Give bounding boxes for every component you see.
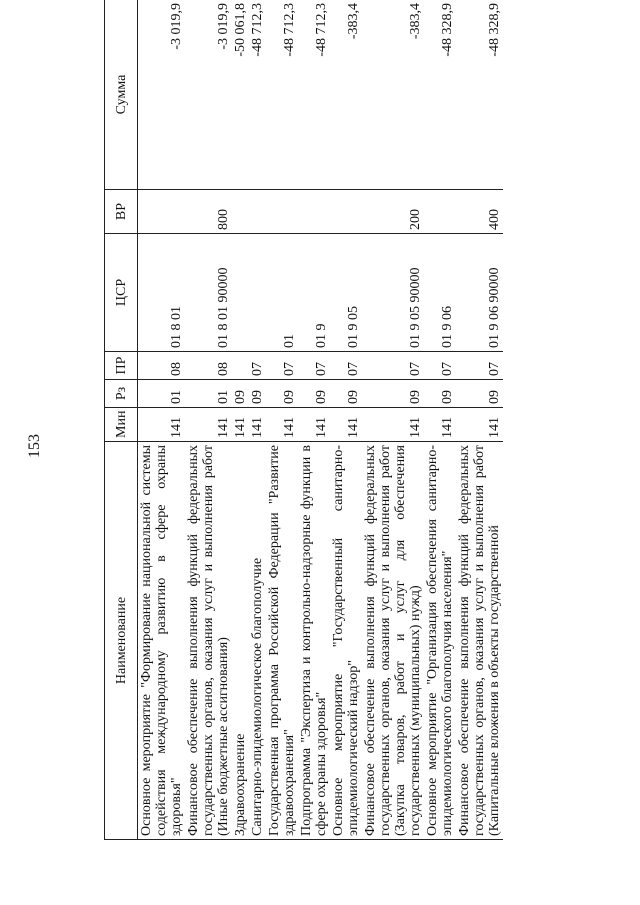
row-csr: 01 9 06 90000 [456,234,503,352]
row-csr: 01 9 05 [330,234,362,352]
row-pr: 07 [362,352,424,380]
row-name: Здравоохранение [232,442,249,840]
header-sum: Сумма [105,0,138,190]
row-sum: -48 712,3 [249,0,266,190]
row-min: 141 [266,408,298,442]
row-pr: 07 [424,352,456,380]
row-pr: 07 [298,352,330,380]
row-name: Государственная программа Российской Федерации "Развитие здравоохранения" [266,442,298,840]
row-name: Финансовое обеспечение выполнения функций федеральных государственных органов, оказания услуг и выполнения работ (Капитальные вложения в объекты государственной [456,442,503,840]
row-name: Основное мероприятие "Организация обеспечения санитарно-эпидемиологического благополучия населения" [424,442,456,840]
table-row [266,0,298,840]
row-vr [138,190,186,234]
table-body [138,0,504,840]
row-min: 141 [424,408,456,442]
row-csr: 01 8 01 90000 [185,234,232,352]
row-csr [249,234,266,352]
row-sum: -48 712,3 [266,0,298,190]
row-csr: 01 [266,234,298,352]
row-rz: 09 [362,380,424,408]
row-name: Основное мероприятие "Государственный санитарно-эпидемиологический надзор" [330,442,362,840]
row-rz: 09 [424,380,456,408]
row-csr: 01 9 05 90000 [362,234,424,352]
row-sum: -383,4 [330,0,362,190]
rotated-table-container [104,0,624,840]
row-vr [266,190,298,234]
row-sum: -383,4 [362,0,424,190]
row-rz: 01 [138,380,186,408]
row-csr: 01 9 [298,234,330,352]
table-row [456,0,503,840]
header-csr: ЦСР [105,234,138,352]
row-sum: -48 712,3 [298,0,330,190]
table-row [298,0,330,840]
header-name: Наименование [105,442,138,840]
row-csr: 01 8 01 [138,234,186,352]
row-vr [232,190,249,234]
row-vr [330,190,362,234]
row-sum: -48 328,9 [424,0,456,190]
row-sum: -48 328,9 [456,0,503,190]
row-csr: 01 9 06 [424,234,456,352]
row-vr [298,190,330,234]
row-rz: 09 [298,380,330,408]
table-header [105,0,138,840]
budget-table [104,0,503,840]
table-row [138,0,186,840]
row-vr [249,190,266,234]
row-name: Финансовое обеспечение выполнения функций федеральных государственных органов, оказания услуг и выполнения работ (Закупка товаров, работ и услуг для обеспечения государственных (муниципальных) нужд) [362,442,424,840]
row-pr: 08 [185,352,232,380]
row-rz: 09 [456,380,503,408]
row-pr [232,352,249,380]
row-rz: 09 [266,380,298,408]
table-row [232,0,249,840]
header-pr: ПР [105,352,138,380]
table-row [362,0,424,840]
header-rz: Рз [105,380,138,408]
row-min: 141 [362,408,424,442]
row-min: 141 [249,408,266,442]
header-min: Мин [105,408,138,442]
row-pr: 08 [138,352,186,380]
row-min: 141 [330,408,362,442]
row-rz: 09 [330,380,362,408]
row-rz: 09 [249,380,266,408]
row-name: Финансовое обеспечение выполнения функций федеральных государственных органов, оказания услуг и выполнения работ (Иные бюджетные ассигнования) [185,442,232,840]
row-rz: 01 [185,380,232,408]
row-vr: 400 [456,190,503,234]
row-min: 141 [232,408,249,442]
row-min: 141 [185,408,232,442]
table-row [249,0,266,840]
row-sum: -3 019,9 [185,0,232,190]
table-row [424,0,456,840]
row-pr: 07 [266,352,298,380]
row-name: Санитарно-эпидемиологическое благополучие [249,442,266,840]
row-csr [232,234,249,352]
row-vr: 800 [185,190,232,234]
row-min: 141 [456,408,503,442]
row-name: Основное мероприятие "Формирование национальной системы содействия международному развитию в сфере охраны здоровья" [138,442,186,840]
row-pr: 07 [330,352,362,380]
row-vr: 200 [362,190,424,234]
row-min: 141 [138,408,186,442]
header-vr: ВР [105,190,138,234]
row-name: Подпрограмма "Экспертиза и контрольно-надзорные функции в сфере охраны здоровья" [298,442,330,840]
row-sum: -3 019,9 [138,0,186,190]
page-number: 153 [26,434,43,458]
table-row [185,0,232,840]
row-min: 141 [298,408,330,442]
row-pr: 07 [456,352,503,380]
row-pr: 07 [249,352,266,380]
row-rz: 09 [232,380,249,408]
table-row [330,0,362,840]
row-vr [424,190,456,234]
row-sum: -50 061,8 [232,0,249,190]
